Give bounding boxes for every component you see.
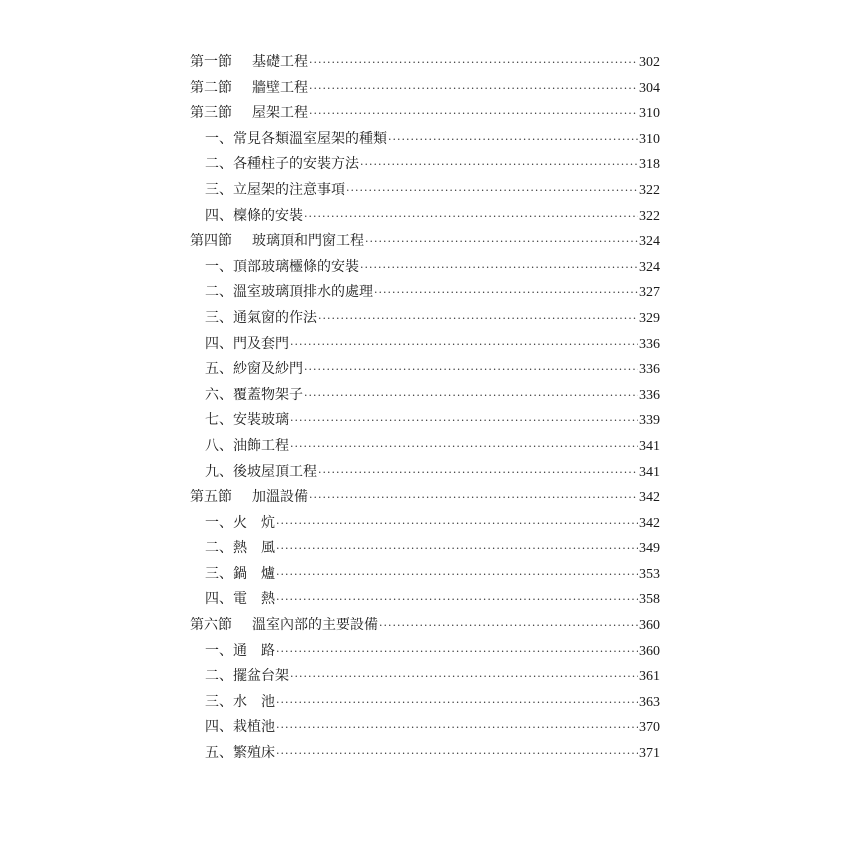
toc-subsection-entry bbox=[190, 357, 660, 383]
toc-subsection-entry bbox=[190, 255, 660, 281]
toc-subsection-entry bbox=[190, 664, 660, 690]
dot-leader bbox=[276, 690, 638, 716]
toc-subsection-entry bbox=[190, 587, 660, 613]
page-number: 360 bbox=[639, 618, 660, 634]
page-number: 370 bbox=[639, 720, 660, 736]
dot-leader bbox=[318, 306, 638, 332]
toc-section-entry bbox=[190, 50, 660, 76]
page-number: 336 bbox=[639, 336, 660, 352]
dot-leader bbox=[290, 408, 638, 434]
entry-title: 三、鍋 爐 bbox=[205, 565, 275, 582]
page-number: 363 bbox=[639, 694, 660, 710]
toc-section-entry bbox=[190, 101, 660, 127]
dot-leader bbox=[360, 255, 638, 281]
entry-title: 基礎工程 bbox=[252, 54, 308, 70]
toc-subsection-entry bbox=[190, 715, 660, 741]
table-of-contents bbox=[190, 50, 660, 767]
page-number: 336 bbox=[639, 362, 660, 378]
dot-leader bbox=[360, 152, 638, 178]
dot-leader bbox=[276, 741, 638, 767]
page-number: 361 bbox=[639, 669, 660, 685]
page-number: 342 bbox=[639, 490, 660, 506]
page-number: 318 bbox=[639, 157, 660, 173]
toc-subsection-entry bbox=[190, 306, 660, 332]
section-number: 第六節 bbox=[190, 617, 232, 634]
entry-title: 一、通 路 bbox=[205, 642, 275, 659]
entry-title: 四、檁條的安裝 bbox=[205, 207, 303, 224]
page-number: 327 bbox=[639, 285, 660, 301]
toc-subsection-entry bbox=[190, 332, 660, 358]
page-number: 342 bbox=[639, 515, 660, 531]
toc-subsection-entry bbox=[190, 127, 660, 153]
entry-title: 四、門及套門 bbox=[205, 335, 289, 352]
dot-leader bbox=[374, 280, 638, 306]
entry-title: 八、油飾工程 bbox=[205, 437, 289, 454]
section-number: 第四節 bbox=[190, 233, 232, 250]
page-number: 310 bbox=[639, 131, 660, 147]
toc-subsection-entry bbox=[190, 178, 660, 204]
dot-leader bbox=[290, 434, 638, 460]
dot-leader bbox=[304, 357, 638, 383]
toc-section-entry bbox=[190, 613, 660, 639]
toc-section-entry bbox=[190, 76, 660, 102]
page-number: 353 bbox=[639, 566, 660, 582]
page-number: 310 bbox=[639, 106, 660, 122]
toc-subsection-entry bbox=[190, 639, 660, 665]
page-number: 371 bbox=[639, 746, 660, 762]
page-number: 341 bbox=[639, 464, 660, 480]
entry-title: 三、水 池 bbox=[205, 693, 275, 710]
page-number: 336 bbox=[639, 387, 660, 403]
dot-leader bbox=[365, 229, 638, 255]
entry-title: 三、通氣窗的作法 bbox=[205, 309, 317, 326]
entry-title: 二、熱 風 bbox=[205, 540, 275, 557]
entry-title: 五、繁殖床 bbox=[205, 745, 275, 762]
toc-subsection-entry bbox=[190, 536, 660, 562]
toc-subsection-entry bbox=[190, 383, 660, 409]
page-number: 349 bbox=[639, 541, 660, 557]
entry-title: 二、各種柱子的安裝方法 bbox=[205, 156, 359, 173]
toc-subsection-entry bbox=[190, 460, 660, 486]
dot-leader bbox=[276, 639, 638, 665]
entry-title: 二、擺盆台架 bbox=[205, 668, 289, 685]
entry-title: 溫室內部的主要設備 bbox=[252, 617, 378, 634]
entry-title: 二、溫室玻璃頂排水的處理 bbox=[205, 284, 373, 301]
dot-leader bbox=[309, 50, 638, 76]
toc-subsection-entry bbox=[190, 562, 660, 588]
dot-leader bbox=[388, 127, 638, 153]
entry-title: 一、頂部玻璃欞條的安裝 bbox=[205, 258, 359, 275]
section-number: 第二節 bbox=[190, 79, 232, 96]
page-number: 304 bbox=[639, 80, 660, 96]
entry-title: 玻璃頂和門窗工程 bbox=[252, 233, 364, 250]
entry-title: 九、後坡屋頂工程 bbox=[205, 463, 317, 480]
dot-leader bbox=[276, 587, 638, 613]
entry-title: 三、立屋架的注意事項 bbox=[205, 181, 345, 198]
dot-leader bbox=[318, 460, 638, 486]
dot-leader bbox=[276, 715, 638, 741]
entry-title: 六、覆蓋物架子 bbox=[205, 386, 303, 403]
dot-leader bbox=[290, 332, 638, 358]
entry-title: 牆壁工程 bbox=[252, 79, 308, 96]
section-number: 第三節 bbox=[190, 105, 232, 122]
page-number: 329 bbox=[639, 310, 660, 326]
dot-leader bbox=[346, 178, 638, 204]
toc-subsection-entry bbox=[190, 280, 660, 306]
toc-subsection-entry bbox=[190, 152, 660, 178]
entry-title: 七、安裝玻璃 bbox=[205, 412, 289, 429]
section-number: 第五節 bbox=[190, 489, 232, 506]
page-number: 360 bbox=[639, 643, 660, 659]
entry-title: 一、常見各類溫室屋架的種類 bbox=[205, 130, 387, 147]
entry-title: 四、電 熱 bbox=[205, 591, 275, 608]
dot-leader bbox=[276, 562, 638, 588]
dot-leader bbox=[309, 101, 638, 127]
section-number: 第一節 bbox=[190, 54, 232, 70]
toc-subsection-entry bbox=[190, 690, 660, 716]
page-number: 324 bbox=[639, 259, 660, 275]
toc-subsection-entry bbox=[190, 408, 660, 434]
entry-title: 屋架工程 bbox=[252, 105, 308, 122]
entry-title: 一、火 炕 bbox=[205, 514, 275, 531]
toc-subsection-entry bbox=[190, 204, 660, 230]
dot-leader bbox=[379, 613, 638, 639]
entry-title: 四、栽植池 bbox=[205, 719, 275, 736]
dot-leader bbox=[276, 536, 638, 562]
entry-title: 加溫設備 bbox=[252, 489, 308, 506]
toc-subsection-entry bbox=[190, 511, 660, 537]
page-number: 341 bbox=[639, 438, 660, 454]
page-number: 339 bbox=[639, 413, 660, 429]
dot-leader bbox=[290, 664, 638, 690]
dot-leader bbox=[304, 204, 638, 230]
toc-subsection-entry bbox=[190, 434, 660, 460]
page-number: 322 bbox=[639, 208, 660, 224]
dot-leader bbox=[276, 511, 638, 537]
dot-leader bbox=[309, 485, 638, 511]
dot-leader bbox=[309, 76, 638, 102]
toc-section-entry bbox=[190, 485, 660, 511]
page-number: 322 bbox=[639, 182, 660, 198]
entry-title: 五、紗窗及紗門 bbox=[205, 361, 303, 378]
toc-section-entry bbox=[190, 229, 660, 255]
page-number: 358 bbox=[639, 592, 660, 608]
page-number: 324 bbox=[639, 234, 660, 250]
page-number: 302 bbox=[639, 55, 660, 70]
toc-subsection-entry bbox=[190, 741, 660, 767]
dot-leader bbox=[304, 383, 638, 409]
